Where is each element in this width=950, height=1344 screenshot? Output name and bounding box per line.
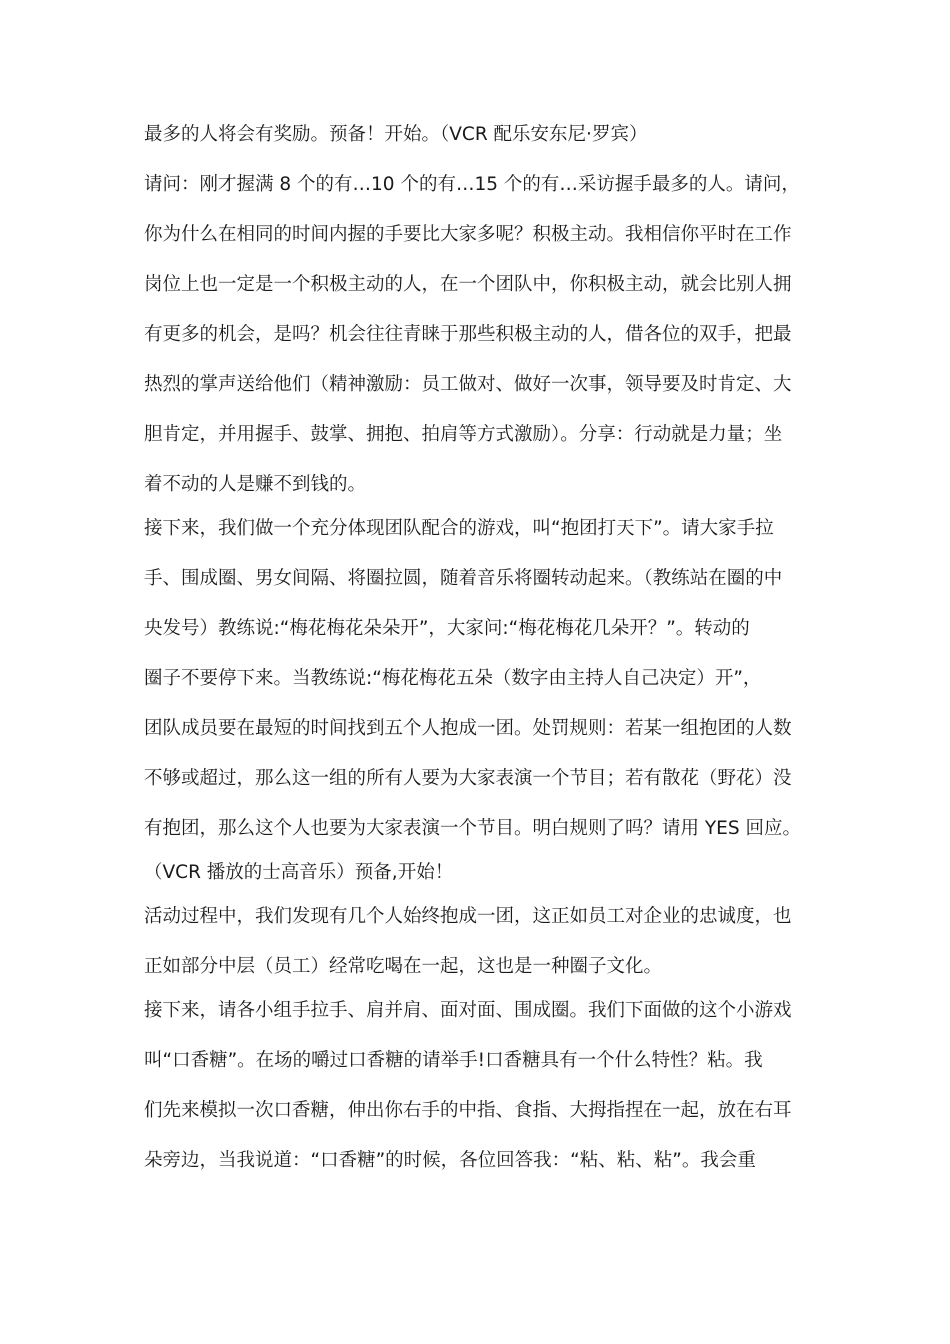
text-line: 请问：刚才握满 8 个的有…10 个的有…15 个的有…采访握手最多的人。请问， — [144, 174, 800, 195]
text-line: （VCR 播放的士高音乐）预备,开始！ — [144, 862, 454, 883]
text-line: 有抱团，那么这个人也要为大家表演一个节目。明白规则了吗？请用 YES 回应。 — [144, 818, 801, 839]
text-line: 正如部分中层（员工）经常吃喝在一起，这也是一种圈子文化。 — [144, 956, 663, 977]
text-line: 央发号）教练说:“梅花梅花朵朵开”，大家问:“梅花梅花几朵开？”。转动的 — [144, 618, 750, 639]
text-line: 有更多的机会，是吗？机会往往青睐于那些积极主动的人，借各位的双手，把最 — [144, 324, 792, 345]
document-body — [144, 119, 809, 1195]
text-line: 们先来模拟一次口香糖，伸出你右手的中指、食指、大拇指捏在一起，放在右耳 — [144, 1100, 792, 1121]
text-line: 叫“口香糖”。在场的嚼过口香糖的请举手!口香糖具有一个什么特性？粘。我 — [144, 1050, 763, 1071]
text-line: 活动过程中，我们发现有几个人始终抱成一团，这正如员工对企业的忠诚度，也 — [144, 906, 792, 927]
text-line: 不够或超过，那么这一组的所有人要为大家表演一个节目；若有散花（野花）没 — [144, 768, 792, 789]
text-line: 接下来，我们做一个充分体现团队配合的游戏，叫“抱团打天下”。请大家手拉 — [144, 518, 774, 539]
text-line: 热烈的掌声送给他们（精神激励：员工做对、做好一次事，领导要及时肯定、大 — [144, 374, 792, 395]
text-line: 团队成员要在最短的时间找到五个人抱成一团。处罚规则：若某一组抱团的人数 — [144, 718, 792, 739]
text-line: 手、围成圈、男女间隔、将圈拉圆，随着音乐将圈转动起来。（教练站在圈的中 — [144, 568, 783, 589]
text-line: 圈子不要停下来。当教练说:“梅花梅花五朵（数字由主持人自己决定）开”， — [144, 668, 762, 689]
text-line: 着不动的人是赚不到钱的。 — [144, 474, 367, 495]
text-line: 你为什么在相同的时间内握的手要比大家多呢？积极主动。我相信你平时在工作 — [144, 224, 792, 245]
text-line: 岗位上也一定是一个积极主动的人，在一个团队中，你积极主动，就会比别人拥 — [144, 274, 792, 295]
text-line: 最多的人将会有奖励。预备！开始。（VCR 配乐安东尼·罗宾） — [144, 124, 648, 145]
text-line: 胆肯定，并用握手、鼓掌、拥抱、拍肩等方式激励）。分享：行动就是力量；坐 — [144, 424, 783, 445]
text-line: 朵旁边，当我说道：“口香糖”的时候，各位回答我：“粘、粘、粘”。我会重 — [144, 1150, 756, 1171]
text-line: 接下来，请各小组手拉手、肩并肩、面对面、围成圈。我们下面做的这个小游戏 — [144, 1000, 792, 1021]
